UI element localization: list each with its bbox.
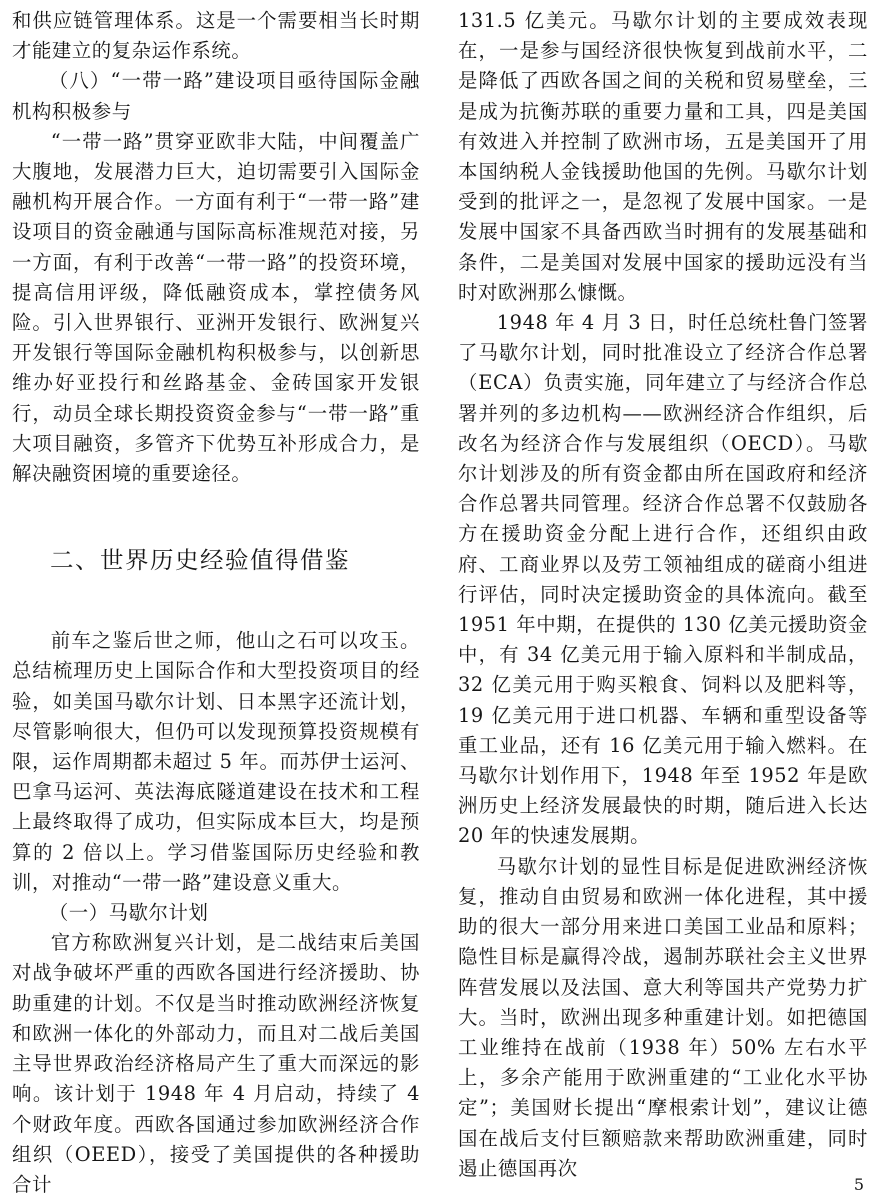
paragraph: 前车之鉴后世之师，他山之石可以攻玉。总结梳理历史上国际合作和大型投资项目的经验，如美国马歇尔计划、日本黑字还流计划，尽管影响很大，但仍可以发现预算投资规模有限，运作周期都未超过 5 年。而苏伊士运河、巴拿马运河、英法海底隧道建设在技术和工程上最终取得了成功，但实际成本巨大，均是预算的 2 倍以上。学习借鉴国际历史经验和教训，对推动“一带一路”建设意义重大。: [12, 629, 420, 894]
section-heading-wrap: [12, 489, 420, 626]
paragraph: 131.5 亿美元。马歇尔计划的主要成效表现在，一是参与国经济很快恢复到战前水平，二是降低了西欧各国之间的关税和贸易壁垒，三是成为抗衡苏联的重要力量和工具，四是美国有效进入并控制了欧洲市场，五是美国开了用本国纳税人金钱援助他国的先例。马歇尔计划受到的批评之一，是忽视了发展中国家。一是发展中国家不具备西欧当时拥有的发展基础和条件，二是美国对发展中国家的援助远没有当时对欧洲那么慷慨。: [458, 9, 868, 304]
page-number: 5: [853, 1175, 864, 1194]
paragraph: “一带一路”贯穿亚欧非大陆，中间覆盖广大腹地，发展潜力巨大，迫切需要引入国际金融机构开展合作。一方面有利于“一带一路”建设项目的资金融通与国际高标准规范对接，另一方面，有利于改善“一带一路”的投资环境，提高信用评级，降低融资成本，掌控债务风险。引入世界银行、亚洲开发银行、欧洲复兴开发银行等国际金融机构积极参与，以创新思维办好亚投行和丝路基金、金砖国家开发银行，动员全球长期投资资金参与“一带一路”重大项目融资，多管齐下优势互补形成合力，是解决融资困境的重要途径。: [12, 129, 420, 486]
section-title: 二、世界历史经验值得借鉴: [50, 545, 350, 574]
paragraph: 1948 年 4 月 3 日，时任总统杜鲁门签署了马歇尔计划，同时批准设立了经济合作总署（ECA）负责实施，同年建立了与经济合作总署并列的多边机构——欧洲经济合作组织，后改名为经济合作与发展组织（OECD）。马歇尔计划涉及的所有资金都由所在国政府和经济合作总署共同管理。经济合作总署不仅鼓励各方在援助资金分配上进行合作，还组织由政府、工商业界以及劳工领袖组成的磋商小组进行评估，同时决定援助资金的具体流向。截至 1951 年中期，在提供的 130 亿美元援助资金中，有 34 亿美元用于输入原料和半制成品，32 亿美元用于购买粮食、饲料以及肥料等，19 亿美元用于进口机器、车辆和重型设备等重工业品，还有 16 亿美元用于输入燃料。在马歇尔计划作用下，1948 年至 1952 年是欧洲历史上经济发展最快的时期，随后进入长达 20 年的快速发展期。: [458, 311, 868, 848]
right-column: [458, 6, 868, 1184]
paragraph: 官方称欧洲复兴计划，是二战结束后美国对战争破坏严重的西欧各国进行经济援助、协助重建的计划。不仅是当时推动欧洲经济恢复和欧洲一体化的外部动力，而且对二战后美国主导世界政治经济格局产生了重大而深远的影响。该计划于 1948 年 4 月启动，持续了 4 个财政年度。西欧各国通过参加欧洲经济合作组织（OEED），接受了美国提供的各种援助合计: [12, 931, 420, 1196]
subsection-heading: （一）马歇尔计划: [48, 901, 209, 925]
left-column: [12, 6, 420, 1200]
subsection-heading: （八）“一带一路”建设项目亟待国际金融机构积极参与: [12, 69, 420, 123]
paragraph: 和供应链管理体系。这是一个需要相当长时期才能建立的复杂运作系统。: [12, 9, 420, 63]
paragraph: 马歇尔计划的显性目标是促进欧洲经济恢复，推动自由贸易和欧洲一体化进程，其中援助的很大一部分用来进口美国工业品和原料；隐性目标是赢得冷战，遏制苏联社会主义世界阵营发展以及法国、意大利等国共产党势力扩大。当时，欧洲出现多种重建计划。如把德国工业维持在战前（1938 年）50% 左右水平上，多余产能用于欧洲重建的“工业化水平协定”；美国财长提出“摩根索计划”，建议让德国在战后支付巨额赔款来帮助欧洲重建，同时遏止德国再次: [458, 854, 868, 1180]
